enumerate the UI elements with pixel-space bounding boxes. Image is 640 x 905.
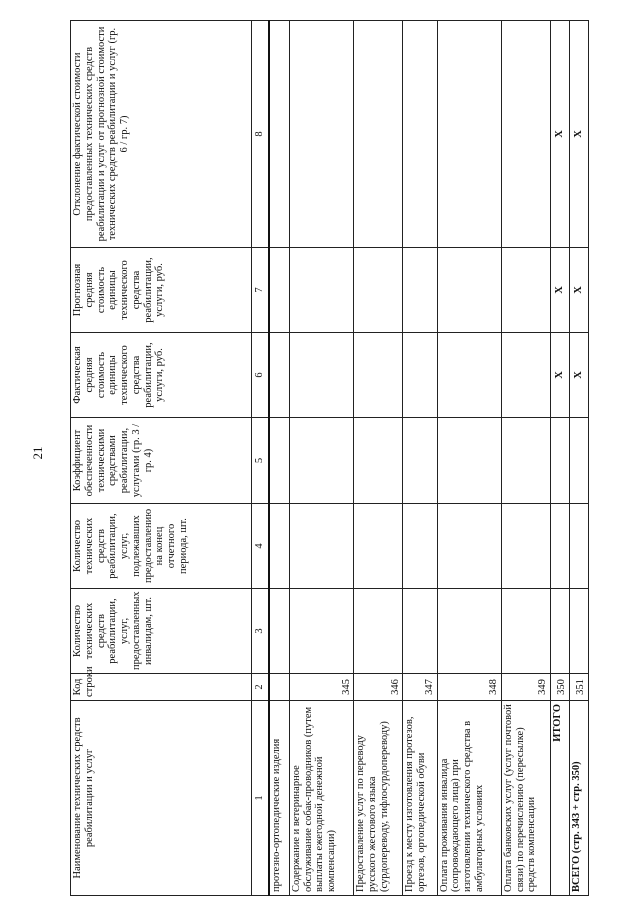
table-row [269, 21, 290, 896]
cell-coefficient [551, 418, 570, 504]
cell-deviation [269, 21, 290, 248]
column-number: 4 [252, 504, 269, 589]
header-actual-cost: Фактическая средняя стоимость единицы технического средства реабилитации, услуги, руб. [71, 333, 252, 418]
column-number: 5 [252, 418, 269, 504]
cell-forecast-cost: X [569, 248, 588, 333]
cell-provided [437, 589, 501, 674]
column-number-row [252, 21, 269, 896]
cell-actual-cost: X [569, 333, 588, 418]
page-number: 21 [30, 446, 45, 460]
cell-actual-cost: X [551, 333, 570, 418]
cell-provided [269, 589, 290, 674]
column-number: 2 [252, 674, 269, 701]
row-code: 345 [289, 674, 353, 701]
column-number: 8 [252, 21, 269, 248]
grand-total-row [569, 21, 588, 896]
cell-provided [403, 589, 437, 674]
cell-provided [569, 589, 588, 674]
row-code: 349 [501, 674, 550, 701]
cell-coefficient [569, 418, 588, 504]
cell-due [551, 504, 570, 589]
row-code: 350 [551, 674, 570, 701]
cell-forecast-cost [437, 248, 501, 333]
header-code: Код строки [71, 674, 252, 701]
cell-provided [354, 589, 403, 674]
rotated-document [70, 21, 589, 896]
cell-due [569, 504, 588, 589]
total-row [551, 21, 570, 896]
cell-coefficient [403, 418, 437, 504]
table-row [289, 21, 353, 896]
header-name: Наименование технических средств реабилитации и услуг [71, 701, 252, 896]
header-deviation: Отклонение фактической стоимости предоставленных технических средств реабилитации и услуг от прогнозной стоимости технических средств реабилитации и услуг (гр. 6 / гр. 7) [71, 21, 252, 248]
cell-coefficient [437, 418, 501, 504]
cell-due [289, 504, 353, 589]
cell-actual-cost [501, 333, 550, 418]
header-due: Количество технических средств реабилитации, услуг, подлежавших предоставлению на конец отчетного периода, шт. [71, 504, 252, 589]
cell-deviation: X [551, 21, 570, 248]
row-name: Предоставление услуг по переводу русского жестового языка (сурдопереводу, тифлосурдопереводу) [354, 701, 403, 896]
cell-deviation [437, 21, 501, 248]
column-number: 6 [252, 333, 269, 418]
cell-actual-cost [403, 333, 437, 418]
row-name: Оплата банковских услуг (услуг почтовой связи) по перечислению (пересылке) средств компенсации [501, 701, 550, 896]
cell-deviation [289, 21, 353, 248]
row-name: ИТОГО [551, 701, 570, 896]
cell-coefficient [354, 418, 403, 504]
header-row [71, 21, 252, 896]
report-table [70, 20, 589, 896]
table-row [501, 21, 550, 896]
cell-coefficient [269, 418, 290, 504]
cell-forecast-cost [403, 248, 437, 333]
row-name: Оплата проживания инвалида (сопровождающего лица) при изготовлении технического средства в амбулаторных условиях [437, 701, 501, 896]
table-row [403, 21, 437, 896]
cell-deviation: X [569, 21, 588, 248]
row-name: ВСЕГО (стр. 343 + стр. 350) [569, 701, 588, 896]
row-code: 347 [403, 674, 437, 701]
cell-forecast-cost [289, 248, 353, 333]
cell-deviation [354, 21, 403, 248]
cell-due [437, 504, 501, 589]
cell-due [501, 504, 550, 589]
cell-actual-cost [269, 333, 290, 418]
cell-due [354, 504, 403, 589]
cell-provided [289, 589, 353, 674]
cell-deviation [403, 21, 437, 248]
column-number: 3 [252, 589, 269, 674]
row-code: 346 [354, 674, 403, 701]
cell-forecast-cost: X [551, 248, 570, 333]
cell-forecast-cost [501, 248, 550, 333]
column-number: 1 [252, 701, 269, 896]
cell-forecast-cost [354, 248, 403, 333]
row-name: Проезд к месту изготовления протезов, ортезов, ортопедической обуви [403, 701, 437, 896]
cell-due [269, 504, 290, 589]
cell-forecast-cost [269, 248, 290, 333]
header-coefficient: Коэффициент обеспеченности техническими средствами реабилитации, услугами (гр. 3 / гр. 4) [71, 418, 252, 504]
cell-due [403, 504, 437, 589]
cell-coefficient [289, 418, 353, 504]
cell-coefficient [501, 418, 550, 504]
row-code [269, 674, 290, 701]
cell-provided [501, 589, 550, 674]
cell-provided [551, 589, 570, 674]
row-code: 348 [437, 674, 501, 701]
table-row [354, 21, 403, 896]
cell-actual-cost [437, 333, 501, 418]
table-row [437, 21, 501, 896]
header-forecast-cost: Прогнозная средняя стоимость единицы технического средства реабилитации, услуги, руб. [71, 248, 252, 333]
row-name: протезно-ортопедические изделия [269, 701, 290, 896]
header-provided: Количество технических средств реабилитации, услуг, предоставленных инвалидам, шт. [71, 589, 252, 674]
column-number: 7 [252, 248, 269, 333]
cell-deviation [501, 21, 550, 248]
cell-actual-cost [289, 333, 353, 418]
cell-actual-cost [354, 333, 403, 418]
row-name: Содержание и ветеринарное обслуживание собак-проводников (путем выплаты ежегодной денежной компенсации) [289, 701, 353, 896]
row-code: 351 [569, 674, 588, 701]
